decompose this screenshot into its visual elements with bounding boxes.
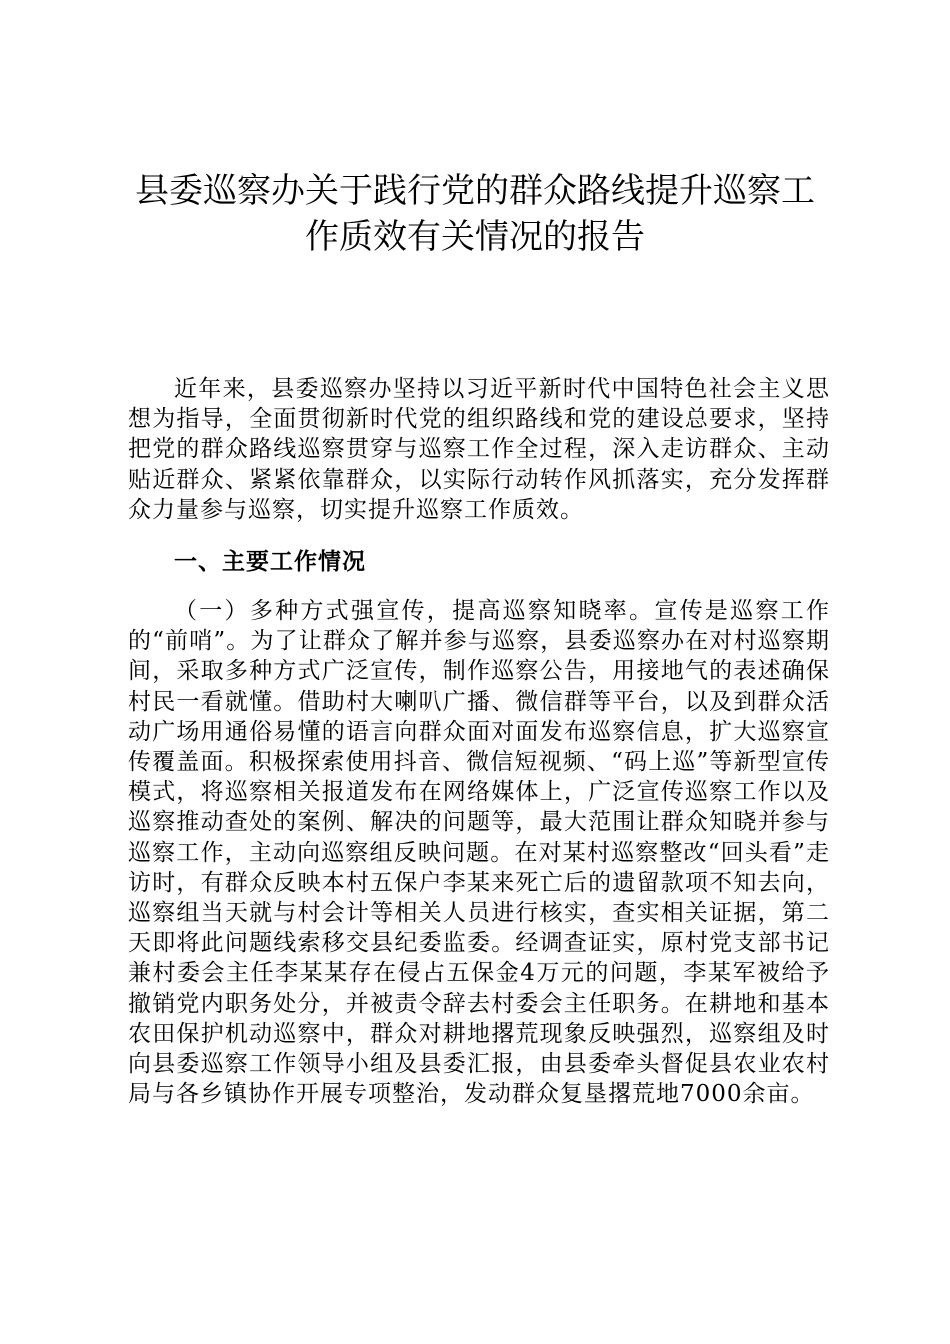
body-paragraph: （一）多种方式强宣传，提高巡察知晓率。宣传是巡察工作的“前哨”。为了让群众了解并参与巡察，县委巡察办在对村巡察期间，采取多种方式广泛宣传，制作巡察公告，用接地气的表述确保村民一看就懂。借助村大喇叭广播、微信群等平台，以及到群众活动广场用通俗易懂的语言向群众面对面发布巡察信息，扩大巡察宣传覆盖面。积极探索使用抖音、微信短视频、“码上巡”等新型宣传模式，将巡察相关报道发布在网络媒体上，广泛宣传巡察工作以及巡察推动查处的案例、解决的问题等，最大范围让群众知晓并参与巡察工作，主动向巡察组反映问题。在对某村巡察整改“回头看”走访时，有群众反映本村五保户李某来死亡后的遗留款项不知去向，巡察组当天就与村会计等相关人员进行核实，查实相关证据，第二天即将此问题线索移交县纪委监委。经调查证实，原村党支部书记兼村委会主任李某某存在侵占五保金4万元的问题，李某军被给予撤销党内职务处分，并被责令辞去村委会主任职务。在耕地和基本农田保护机动巡察中，群众对耕地撂荒现象反映强烈，巡察组及时向县委巡察工作领导小组及县委汇报，由县委牵头督促县农业农村局与各乡镇协作开展专项整治，发动群众复垦撂荒地7000余亩。 <box>128 598 830 1108</box>
section-heading: 一、主要工作情况 <box>174 548 366 575</box>
document-title: 县委巡察办关于践行党的群众路线提升巡察工作质效有关情况的报告 <box>135 171 815 257</box>
intro-paragraph: 近年来，县委巡察办坚持以习近平新时代中国特色社会主义思想为指导，全面贯彻新时代党的组织路线和党的建设总要求，坚持把党的群众路线巡察贯穿与巡察工作全过程，深入走访群众、主动贴近群众、紧紧依靠群众，以实际行动转作风抓落实，充分发挥群众力量参与巡察，切实提升巡察工作质效。 <box>128 376 830 523</box>
